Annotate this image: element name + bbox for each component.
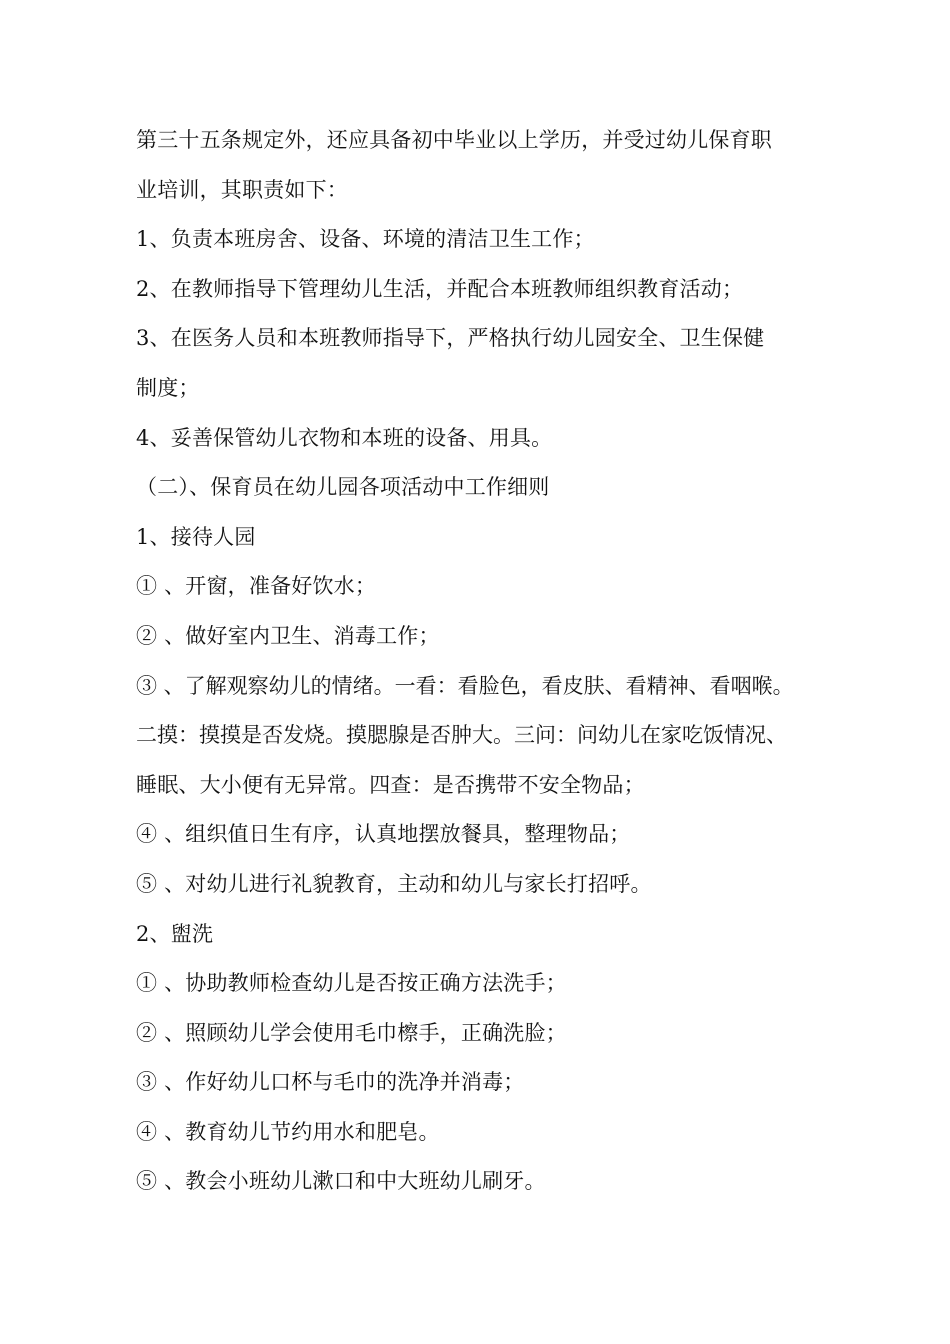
list-item: ④ 、组织值日生有序，认真地摆放餐具，整理物品； xyxy=(136,822,631,847)
list-item: ⑤ 、对幼儿进行礼貌教育，主动和幼儿与家长打招呼。 xyxy=(136,871,652,896)
text-line: 制度； xyxy=(136,375,200,400)
list-item: ③ 、作好幼儿口杯与毛巾的洗净并消毒； xyxy=(136,1070,525,1095)
text-line: 1、负责本班房舍、设备、环境的清洁卫生工作； xyxy=(136,227,595,252)
text-line: 3、在医务人员和本班教师指导下，严格执行幼儿园安全、卫生保健 xyxy=(136,326,765,351)
text-line: 二摸：摸摸是否发烧。摸腮腺是否肿大。三问：问幼儿在家吃饭情况、 xyxy=(136,723,787,748)
subsection-heading: 1、接待人园 xyxy=(136,524,256,549)
list-item: ③ 、了解观察幼儿的情绪。一看：看脸色，看皮肤、看精神、看咽喉。 xyxy=(136,673,794,698)
section-heading: （二）、保育员在幼儿园各项活动中工作细则 xyxy=(136,475,550,500)
list-item: ④ 、教育幼儿节约用水和肥皂。 xyxy=(136,1119,440,1144)
list-item: ② 、做好室内卫生、消毒工作； xyxy=(136,623,440,648)
list-item: ① 、开窗，准备好饮水； xyxy=(136,574,377,599)
text-line: 4、妥善保管幼儿衣物和本班的设备、用具。 xyxy=(136,425,553,450)
subsection-heading: 2、盥洗 xyxy=(136,921,214,946)
text-line: 第三十五条规定外，还应具备初中毕业以上学历，并受过幼儿保育职 xyxy=(136,128,772,152)
text-line: 2、在教师指导下管理幼儿生活，并配合本班教师组织教育活动； xyxy=(136,276,744,301)
document-body xyxy=(136,116,856,1207)
list-item: ② 、照顾幼儿学会使用毛巾檫手，正确洗脸； xyxy=(136,1020,567,1045)
text-line: 睡眠、大小便有无异常。四查：是否携带不安全物品； xyxy=(136,772,645,797)
list-item: ① 、协助教师检查幼儿是否按正确方法洗手； xyxy=(136,971,567,996)
text-line: 业培训，其职责如下： xyxy=(136,177,348,202)
list-item: ⑤ 、教会小班幼儿漱口和中大班幼儿刷牙。 xyxy=(136,1169,546,1194)
